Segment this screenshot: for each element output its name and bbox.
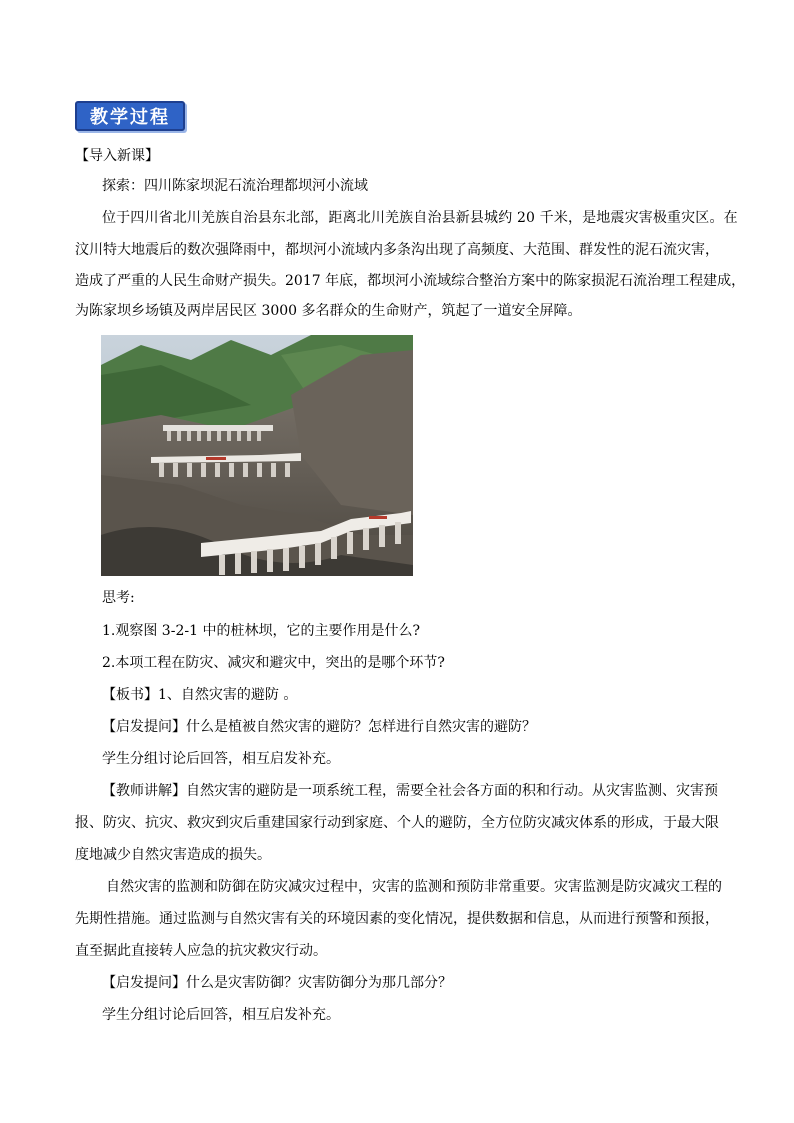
teacher-explanation-line: 报、防灾、抗灾、救灾到灾后重建国家行动到家庭、个人的避防，全方位防灾减灾体系的形成，于最大限 bbox=[75, 815, 719, 831]
monitoring-paragraph-line: 直至据此直接转人应急的抗灾救灾行动。 bbox=[75, 943, 327, 959]
teacher-explanation-line: 度地减少自然灾害造成的损失。 bbox=[75, 847, 271, 863]
prompt-question-2: 【启发提问】什么是灾害防御？灾害防御分为那几部分？ bbox=[102, 975, 452, 991]
debris-flow-dam-photo bbox=[101, 335, 413, 576]
paragraph-line: 为陈家坝乡场镇及两岸居民区 3000 多名群众的生命财产，筑起了一道安全屏障。 bbox=[75, 303, 582, 319]
prompt-question-1: 【启发提问】什么是植被自然灾害的避防？怎样进行自然灾害的避防？ bbox=[102, 719, 536, 735]
section-title-badge: 教学过程 bbox=[75, 101, 185, 131]
paragraph-line: 汶川特大地震后的数次强降雨中，都坝河小流域内多条沟出现了高频度、大范围、群发性的泥石流灾害， bbox=[75, 242, 719, 258]
paragraph-line: 造成了严重的人民生命财产损失。2017 年底，都坝河小流域综合整治方案中的陈家损泥石流治理工程建成， bbox=[75, 273, 746, 289]
think-label: 思考: bbox=[102, 590, 135, 606]
student-activity-1: 学生分组讨论后回答，相互启发补充。 bbox=[102, 751, 340, 767]
monitoring-paragraph-line: 先期性措施。通过监测与自然灾害有关的环境因素的变化情况，提供数据和信息，从而进行预警和预报， bbox=[75, 911, 719, 927]
teacher-explanation-line: 【教师讲解】自然灾害的避防是一项系统工程，需要全社会各方面的积和行动。从灾害监测、灾害预 bbox=[102, 783, 718, 799]
student-activity-2: 学生分组讨论后回答，相互启发补充。 bbox=[102, 1007, 340, 1023]
question-1: 1.观察图 3-2-1 中的桩林坝，它的主要作用是什么? bbox=[102, 623, 420, 639]
lead-in-heading: 【导入新课】 bbox=[75, 148, 159, 164]
explore-line: 探索：四川陈家坝泥石流治理都坝河小流域 bbox=[102, 178, 368, 194]
board-note: 【板书】1、自然灾害的避防 。 bbox=[102, 687, 298, 703]
monitoring-paragraph-line: 自然灾害的监测和防御在防灾减灾过程中，灾害的监测和预防非常重要。灾害监测是防灾减灾工程的 bbox=[106, 879, 722, 895]
paragraph-line: 位于四川省北川羌族自治县东北部，距离北川羌族自治县新县城约 20 千米，是地震灾害极重灾区。在 bbox=[102, 210, 738, 226]
question-2: 2.本项工程在防灾、减灾和避灾中，突出的是哪个环节? bbox=[102, 655, 445, 671]
